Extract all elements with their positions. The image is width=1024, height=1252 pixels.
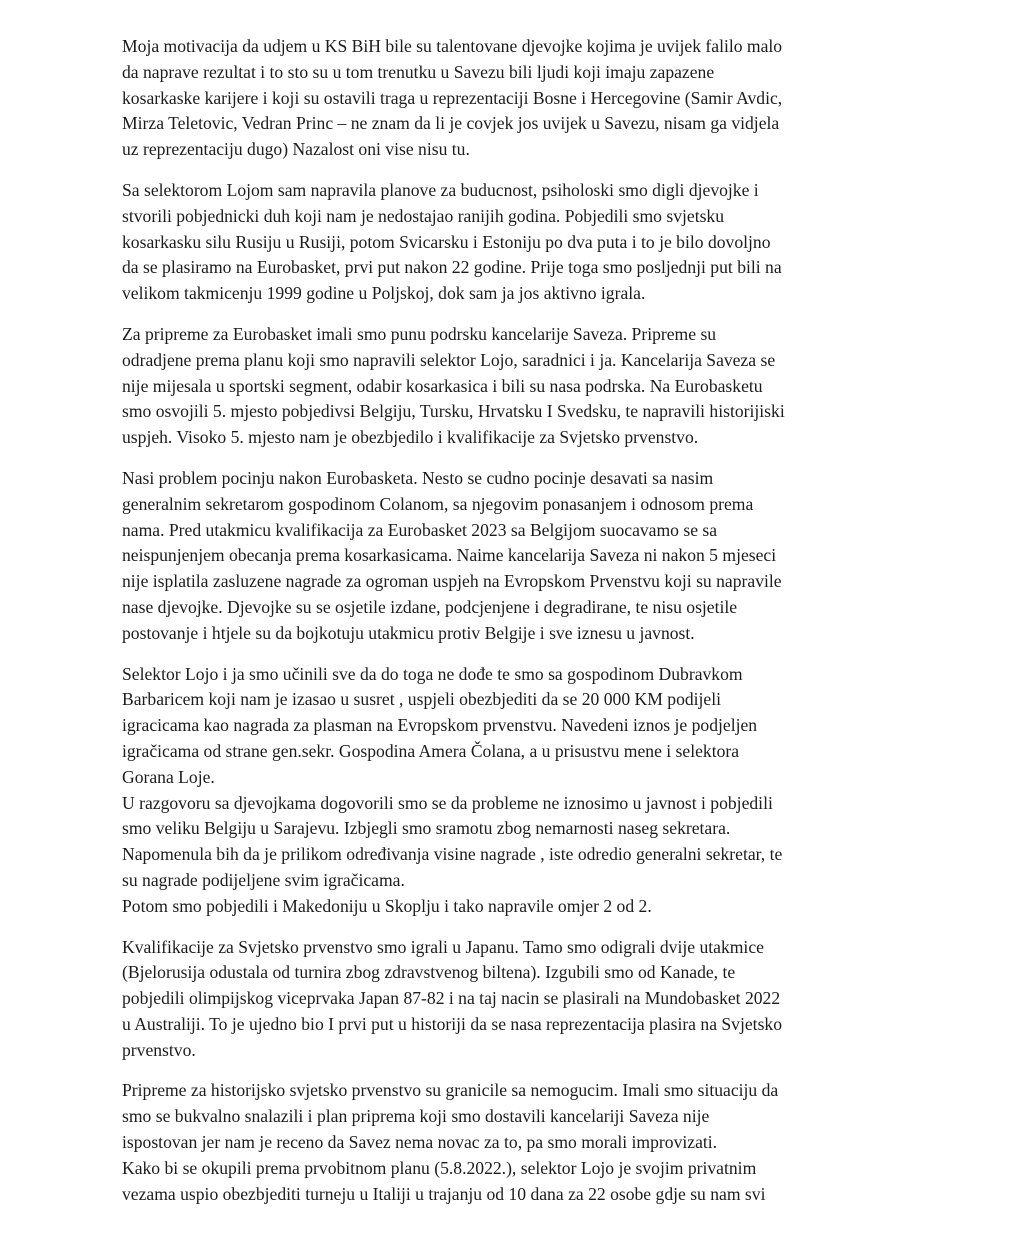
text-line: U razgovoru sa djevojkama dogovorili smo se da probleme ne iznosimo u javnost i pobjedili [122, 792, 773, 813]
paragraph-motivation [122, 34, 914, 163]
text-line: Selektor Lojo i ja smo učinili sve da do toga ne dođe te smo sa gospodinom Dubravkom [122, 663, 743, 684]
text-line: vezama uspio obezbjediti turneju u Italiji u trajanju od 10 dana za 22 osobe gdje su nam svi [122, 1183, 766, 1204]
text-line: su nagrade podijeljene svim igračicama. [122, 869, 405, 890]
text-line: igracicama kao nagrada za plasman na Evropskom prvenstvu. Navedeni iznos je podjeljen [122, 715, 758, 736]
text-line: Napomenula bih da je prilikom određivanja visine nagrade , iste odredio generalni sekretar, te [122, 844, 783, 865]
text-line: pobjedili olimpijskog viceprvaka Japan 87-82 i na taj nacin se plasirali na Mundobasket 2022 [122, 988, 781, 1009]
paragraph-rewards [122, 662, 914, 920]
text-line: Gorana Loje. [122, 766, 215, 787]
text-line: kosarkaske karijere i koji su ostavili traga u reprezentaciji Bosne i Hercegovine (Samir Avdic, [122, 87, 783, 108]
text-line: Moja motivacija da udjem u KS BiH bile su talentovane djevojke kojima je uvijek falilo malo [122, 36, 783, 56]
text-line: Kako bi se okupili prema prvobitnom planu (5.8.2022.), selektor Lojo je svojim privatnim [122, 1157, 757, 1178]
text-line: ispostovan jer nam je receno da Savez nema novac za to, pa smo morali improvizati. [122, 1132, 718, 1153]
paragraph-world-cup-qualifiers [122, 935, 914, 1064]
text-line: da naprave rezultat i to sto su u tom trenutku u Savezu bili ljudi koji imaju zapazene [122, 61, 715, 82]
text-line: prvenstvo. [122, 1039, 196, 1060]
text-line: u Australiji. To je ujedno bio I prvi put u historiji da se nasa reprezentacija plasira na Svjetsko [122, 1013, 783, 1034]
text-line: nama. Pred utakmicu kvalifikacija za Eurobasket 2023 sa Belgijom suocavamo se sa [122, 519, 718, 540]
text-line: odradjene prema planu koji smo napravili selektor Lojo, saradnici i ja. Kancelarija Saveza se [122, 349, 776, 370]
text-line: smo osvojili 5. mjesto pobjedivsi Belgiju, Tursku, Hrvatsku I Svedsku, te napravili historijiski [122, 401, 785, 422]
text-line: Sa selektorom Lojom sam napravila planove za buducnost, psiholoski smo digli djevojke i [122, 179, 759, 200]
paragraph-problems [122, 466, 914, 647]
text-line: postovanje i htjele su da bojkotuju utakmicu protiv Belgije i sve iznesu u javnost. [122, 622, 695, 643]
text-line: Za pripreme za Eurobasket imali smo punu podrsku kancelarije Saveza. Pripreme su [122, 323, 717, 344]
text-line: nije isplatila zasluzene nagrade za ogroman uspjeh na Evropskom Prvenstvu koji su napravile [122, 571, 782, 592]
text-line: Kvalifikacije za Svjetsko prvenstvo smo igrali u Japanu. Tamo smo odigrali dvije utakmice [122, 936, 764, 957]
text-line: uz reprezentaciju dugo) Nazalost oni vise nisu tu. [122, 139, 470, 160]
paragraph-eurobasket-preparation [122, 322, 914, 451]
text-line: (Bjelorusija odustala od turnira zbog zdravstvenog biltena). Izgubili smo od Kanade, te [122, 962, 736, 983]
text-line: uspjeh. Visoko 5. mjesto nam je obezbjedilo i kvalifikacije za Svjetsko prvenstvo. [122, 427, 699, 448]
text-line: Potom smo pobjedili i Makedoniju u Skoplju i tako napravile omjer 2 od 2. [122, 895, 652, 916]
text-line: nase djevojke. Djevojke su se osjetile izdane, podcjenjene i degradirane, te nisu osjetile [122, 596, 738, 617]
text-line: smo se bukvalno snalazili i plan priprema koji smo dostavili kancelariji Saveza nije [122, 1106, 710, 1127]
text-line: neispunjenjem obecanja prema kosarkasicama. Naime kancelarija Saveza ni nakon 5 mjeseci [122, 545, 777, 566]
text-line: Pripreme za historijsko svjetsko prvenstvo su granicile sa nemogucim. Imali smo situaciju da [122, 1080, 779, 1101]
text-line: nije mijesala u sportski segment, odabir kosarkasica i bili su nasa podrska. Na Eurobasketu [122, 375, 763, 396]
text-line: smo veliku Belgiju u Sarajevu. Izbjegli smo sramotu zbog nemarnosti naseg sekretara. [122, 818, 731, 839]
text-line: generalnim sekretarom gospodinom Colanom, sa njegovim ponasanjem i odnosom prema [122, 493, 754, 514]
paragraph-world-cup-preparation [122, 1078, 914, 1207]
text-line: Mirza Teletovic, Vedran Princ – ne znam da li je covjek jos uvijek u Savezu, nisam ga vidjela [122, 113, 780, 134]
text-line: igračicama od strane gen.sekr. Gospodina Amera Čolana, a u prisustvu mene i selektora [122, 740, 740, 761]
text-line: da se plasiramo na Eurobasket, prvi put nakon 22 godine. Prije toga smo posljednji put bili na [122, 257, 782, 278]
text-line: kosarkasku silu Rusiju u Rusiji, potom Svicarsku i Estoniju po dva puta i to je bilo dovoljno [122, 231, 771, 252]
text-line: Barbaricem koji nam je izasao u susret , uspjeli obezbjediti da se 20 000 KM podijeli [122, 689, 722, 710]
text-line: velikom takmicenju 1999 godine u Poljskoj, dok sam ja jos aktivno igrala. [122, 283, 646, 304]
text-line: Nasi problem pocinju nakon Eurobasketa. Nesto se cudno pocinje desavati sa nasim [122, 467, 714, 488]
paragraph-plans [122, 178, 914, 307]
text-line: stvorili pobjednicki duh koji nam je nedostajao ranijih godina. Pobjedili smo svjetsku [122, 205, 725, 226]
